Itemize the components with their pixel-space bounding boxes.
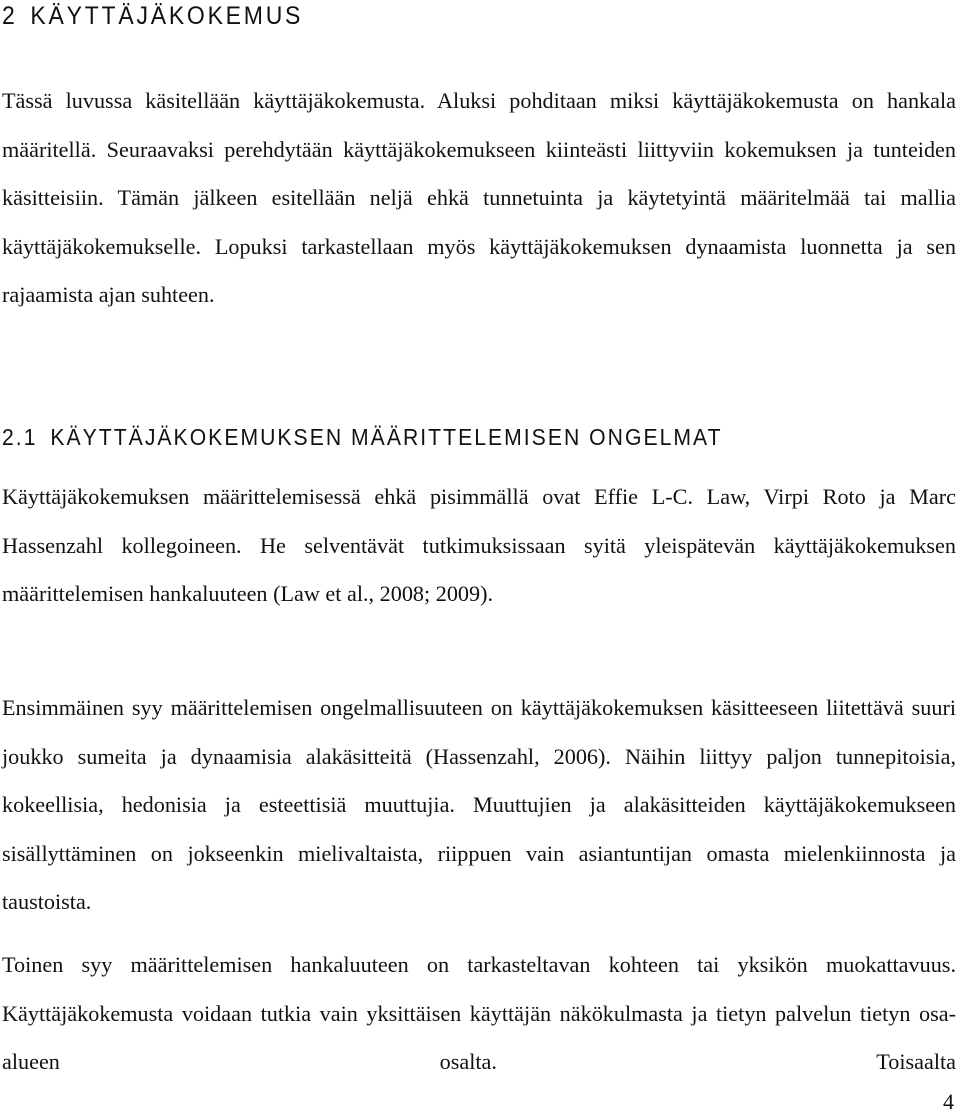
chapter-title: KÄYTTÄJÄKOKEMUS xyxy=(30,2,304,30)
section-number: 2.1 xyxy=(2,424,38,450)
chapter-heading xyxy=(2,2,303,31)
intro-paragraph: Tässä luvussa käsitellään käyttäjäkokemusta. Aluksi pohditaan miksi käyttäjäkokemusta on hankala määritellä. Seuraavaksi perehdytään käyttäjäkokemukseen kiinteästi liittyviin kokemuksen ja tunteiden käsitteisiin. Tämän jälkeen esitellään neljä ehkä tunnetuinta ja käytetyintä määritelmää tai mallia käyttäjäkokemukselle. Lopuksi tarkastellaan myös käyttäjäkokemuksen dynaamista luonnetta ja sen rajaamista ajan suhteen. xyxy=(2,88,956,307)
section-title: KÄYTTÄJÄKOKEMUKSEN MÄÄRITTELEMISEN ONGELMAT xyxy=(50,424,723,450)
second-reason-paragraph: Toinen syy määrittelemisen hankaluuteen on tarkasteltavan kohteen tai yksikön muokattavuus. Käyttäjäkokemusta voidaan tutkia vain yksittäisen käyttäjän näkökulmasta ja tietyn palvelun tietyn osa-alueen osalta. Toisaalta xyxy=(2,952,956,1074)
page-number: 4 xyxy=(943,1089,954,1114)
chapter-number: 2 xyxy=(2,2,18,30)
section-intro-paragraph: Käyttäjäkokemuksen määrittelemisessä ehkä pisimmällä ovat Effie L-C. Law, Virpi Roto ja Marc Hassenzahl kollegoineen. He selventävät tutkimuksissaan syitä yleispätevän käyttäjäkokemuksen määrittelemisen hankaluuteen (Law et al., 2008; 2009). xyxy=(2,484,956,606)
section-heading xyxy=(2,424,723,451)
first-reason-paragraph: Ensimmäinen syy määrittelemisen ongelmallisuuteen on käyttäjäkokemuksen käsitteeseen liitettävä suuri joukko sumeita ja dynaamisia alakäsitteitä (Hassenzahl, 2006). Näihin liittyy paljon tunnepitoisia, kokeellisia, hedonisia ja esteettisiä muuttujia. Muuttujien ja alakäsitteiden käyttäjäkokemukseen sisällyttäminen on jokseenkin mielivaltaista, riippuen vain asiantuntijan omasta mielenkiinnosta ja taustoista. xyxy=(2,695,956,914)
